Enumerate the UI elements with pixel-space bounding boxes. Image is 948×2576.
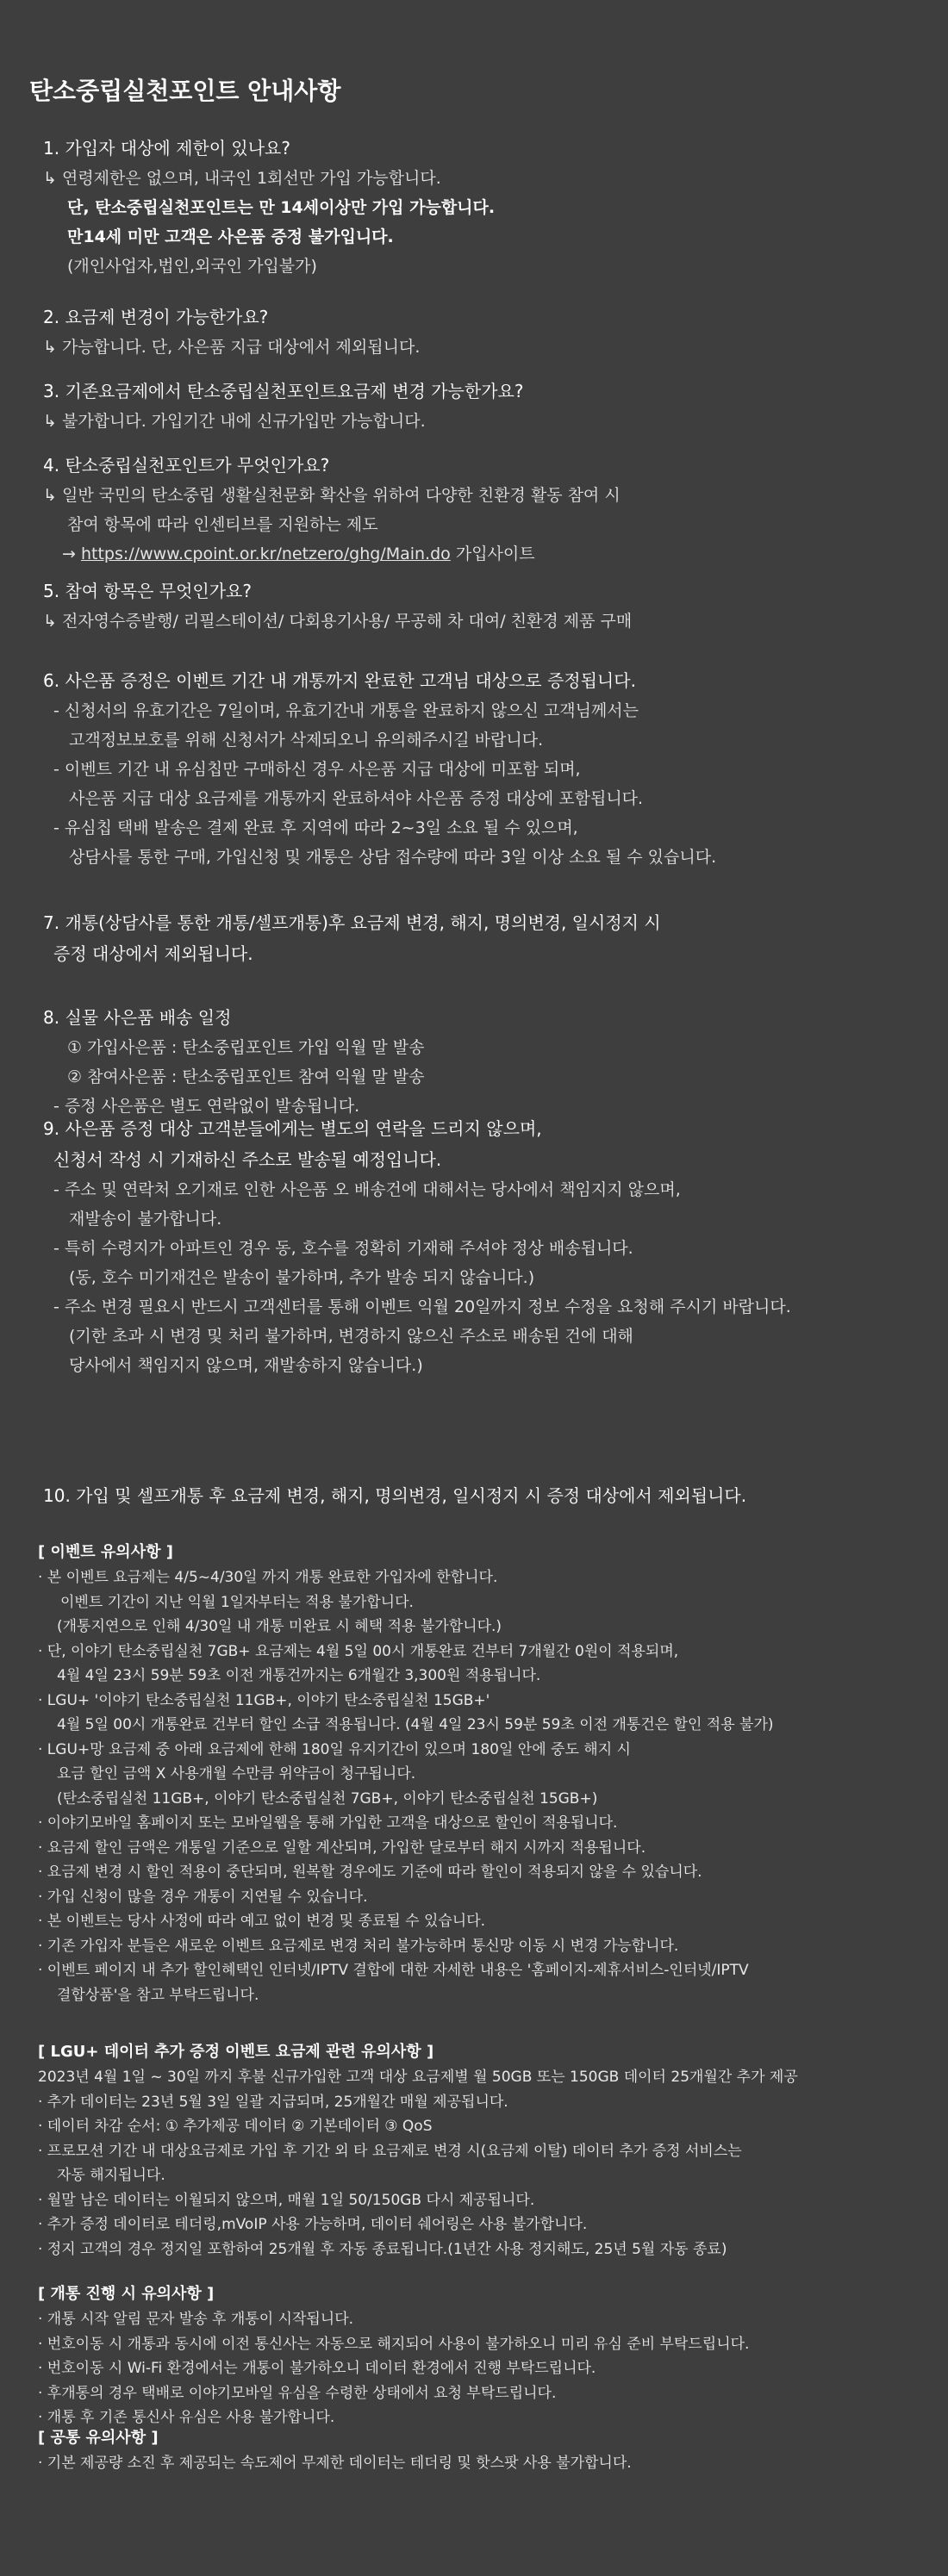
faq-answer-line: - 특히 수령지가 아파트인 경우 동, 호수를 정확히 기재해 주셔야 정상 배송됩니다. [53, 1239, 633, 1258]
notes-line: · 번호이동 시 Wi-Fi 환경에서는 개통이 불가하오니 데이터 환경에서 진행 부탁드립니다. [38, 2360, 596, 2377]
faq-item [43, 1480, 746, 1511]
notes-line: · 단, 이야기 탄소중립실천 7GB+ 요금제는 4월 5일 00시 개통완료 건부터 7개월간 0원이 적용되며, [38, 1642, 679, 1660]
notes-heading: [ 개통 진행 시 유의사항 ] [38, 2285, 215, 2303]
notes-line: · 요금제 변경 시 할인 적용이 중단되며, 원복할 경우에도 기준에 따라 할인이 적용되지 않을 수 있습니다. [38, 1864, 702, 1881]
notes-section [38, 2281, 749, 2430]
faq-answer-line: - 유심칩 택배 발송은 결제 완료 후 지역에 따라 2~3일 소요 될 수 있으며, [53, 818, 578, 837]
notes-line: · 후개통의 경우 택배로 이야기모바일 유심을 수령한 상태에서 요청 부탁드립니다. [38, 2384, 557, 2402]
notes-section [38, 2425, 632, 2476]
faq-answer-line: 증정 대상에서 제외됩니다. [53, 943, 253, 964]
faq-answer-line: 참여 항목에 따라 인센티브를 지원하는 제도 [67, 515, 378, 534]
notes-line: (개통지연으로 인해 4/30일 내 개통 미완료 시 혜택 적용 불가합니다.) [57, 1618, 502, 1635]
page-title: 탄소중립실천포인트 안내사항 [29, 77, 341, 105]
faq-item [43, 1002, 424, 1121]
faq-answer-line: ↳ 연령제한은 없으며, 내국인 1회선만 가입 가능합니다. [43, 169, 441, 188]
notes-line: 이벤트 기간이 지난 익월 1일자부터는 적용 불가합니다. [60, 1593, 414, 1611]
notes-line: (탄소중립실천 11GB+, 이야기 탄소중립실천 7GB+, 이야기 탄소중립실천 15GB+) [57, 1789, 598, 1808]
notes-line: 자동 해지됩니다. [57, 2167, 165, 2184]
notes-line: 4월 5일 00시 개통완료 건부터 할인 소급 적용됩니다. (4월 4일 23시 59분 59초 이전 개통건은 할인 적용 불가) [57, 1716, 774, 1733]
notes-line: · 기본 제공량 소진 후 제공되는 속도제어 무제한 데이터는 테더링 및 핫스팟 사용 불가합니다. [38, 2455, 632, 2472]
faq-item [43, 1113, 791, 1380]
faq-answer-line: - 주소 변경 필요시 반드시 고객센터를 통해 이벤트 익월 20일까지 정보 수정을 요청해 주시기 바랍니다. [53, 1297, 791, 1316]
faq-item [43, 907, 661, 969]
notes-line: · 번호이동 시 개통과 동시에 이전 통신사는 자동으로 해지되어 사용이 불가하오니 미리 유심 준비 부탁드립니다. [38, 2335, 750, 2353]
notes-line: 2023년 4월 1일 ~ 30일 까지 후불 신규가입한 고객 대상 요금제별 월 50GB 또는 150GB 데이터 25개월간 추가 제공 [38, 2069, 798, 2086]
cpoint-link-line [43, 539, 621, 569]
notes-heading: [ 이벤트 유의사항 ] [38, 1543, 173, 1561]
faq-answer-line: ① 가입사은품 : 탄소중립포인트 가입 익월 말 발송 [67, 1038, 425, 1057]
notes-line: · 기존 가입자 분들은 새로운 이벤트 요금제로 변경 처리 불가능하며 통신망 이동 시 변경 가능합니다. [38, 1937, 679, 1955]
faq-item [43, 665, 716, 872]
arrow-icon: → [62, 544, 76, 563]
notes-line: · 가입 신청이 많을 경우 개통이 지연될 수 있습니다. [38, 1888, 368, 1906]
faq-item [43, 133, 495, 281]
faq-answer-line: ↳ 가능합니다. 단, 사은품 지급 대상에서 제외됩니다. [43, 338, 421, 357]
faq-question: 6. 사은품 증정은 이벤트 기간 내 개통까지 완료한 고객님 대상으로 증정됩니다. [43, 670, 636, 691]
faq-answer-line: - 증정 사은품은 별도 연락없이 발송됩니다. [53, 1097, 360, 1116]
notes-line: · 요금제 할인 금액은 개통일 기준으로 일할 계산되며, 가입한 달로부터 해지 시까지 적용됩니다. [38, 1839, 646, 1857]
faq-question: 9. 사은품 증정 대상 고객분들에게는 별도의 연락을 드리지 않으며, [43, 1118, 542, 1139]
notes-line: 4월 4일 23시 59분 59초 이전 개통건까지는 6개월간 3,300원 적용됩니다. [57, 1667, 541, 1684]
notes-line: · 월말 남은 데이터는 이월되지 않으며, 매월 1일 50/150GB 다시 제공됩니다. [38, 2191, 535, 2209]
notes-line: · LGU+ '이야기 탄소중립실천 11GB+, 이야기 탄소중립실천 15GB+' [38, 1691, 490, 1709]
faq-item [43, 450, 621, 569]
notes-line: · 본 이벤트는 당사 사정에 따라 예고 없이 변경 및 종료될 수 있습니다. [38, 1913, 486, 1930]
notes-heading: [ 공통 유의사항 ] [38, 2429, 159, 2447]
notes-line: · LGU+망 요금제 중 아래 요금제에 한해 180일 유지기간이 있으며 180일 안에 중도 해지 시 [38, 1740, 631, 1758]
faq-answer-line: ② 참여사은품 : 탄소중립포인트 참여 익월 말 발송 [67, 1067, 425, 1086]
notes-line: · 이야기모바일 홈페이지 또는 모바일웹을 통해 가입한 고객을 대상으로 할인이 적용됩니다. [38, 1814, 618, 1832]
faq-answer-line: 신청서 작성 시 기재하신 주소로 발송될 예정입니다. [53, 1149, 442, 1170]
faq-answer-line: - 이벤트 기간 내 유심칩만 구매하신 경우 사은품 지급 대상에 미포함 되며, [53, 760, 581, 779]
faq-answer-line: (개인사업자,법인,외국인 가입불가) [67, 257, 317, 276]
notes-heading: [ LGU+ 데이터 추가 증정 이벤트 요금제 관련 유의사항 ] [38, 2043, 434, 2061]
notes-line: · 개통 시작 알림 문자 발송 후 개통이 시작됩니다. [38, 2311, 354, 2328]
faq-question: 3. 기존요금제에서 탄소중립실천포인트요금제 변경 가능한가요? [43, 381, 524, 401]
faq-answer-line: ↳ 전자영수증발행/ 리필스테이션/ 다회용기사용/ 무공해 차 대여/ 친환경 제품 구매 [43, 612, 633, 631]
notes-section [38, 1540, 774, 2007]
faq-question: 1. 가입자 대상에 제한이 있나요? [43, 138, 290, 159]
faq-question: 2. 요금제 변경이 가능한가요? [43, 307, 269, 327]
faq-question: 4. 탄소중립실천포인트가 무엇인가요? [43, 455, 330, 476]
faq-question: 10. 가입 및 셀프개통 후 요금제 변경, 해지, 명의변경, 일시정지 시 증정 대상에서 제외됩니다. [43, 1485, 747, 1506]
faq-answer-line: (동, 호수 미기재건은 발송이 불가하며, 추가 발송 되지 않습니다.) [69, 1268, 535, 1287]
faq-answer-line: - 주소 및 연락처 오기재로 인한 사은품 오 배송건에 대해서는 당사에서 책임지지 않으며, [53, 1180, 681, 1199]
notes-line: · 추가 데이터는 23년 5월 3일 일괄 지급되며, 25개월간 매월 제공됩니다. [38, 2093, 508, 2111]
faq-answer-line: ↳ 일반 국민의 탄소중립 생활실천문화 확산을 위하여 다양한 친환경 활동 참여 시 [43, 486, 621, 505]
faq-question: 8. 실물 사은품 배송 일정 [43, 1007, 232, 1028]
faq-answer-line: ↳ 불가합니다. 가입기간 내에 신규가입만 가능합니다. [43, 412, 426, 431]
notes-line: · 추가 증정 데이터로 테더링,mVoIP 사용 가능하며, 데이터 쉐어링은 사용 불가합니다. [38, 2216, 588, 2233]
faq-item [43, 576, 632, 636]
notes-line: · 프로모션 기간 내 대상요금제로 가입 후 기간 외 타 요금제로 변경 시(요금제 이탈) 데이터 추가 증정 서비스는 [38, 2142, 742, 2160]
faq-answer-line: 당사에서 책임지지 않으며, 재발송하지 않습니다.) [69, 1356, 423, 1375]
faq-answer-line: 고객정보보호를 위해 신청서가 삭제되오니 유의해주시길 바랍니다. [69, 731, 544, 750]
faq-item [43, 376, 523, 436]
faq-answer-line: (기한 초과 시 변경 및 처리 불가하며, 변경하지 않으신 주소로 배송된 건에 대해 [69, 1327, 633, 1346]
signup-site-label: 가입사이트 [455, 544, 535, 563]
faq-question: 7. 개통(상담사를 통한 개통/셀프개통)후 요금제 변경, 해지, 명의변경, 일시정지 시 [43, 912, 661, 933]
notes-line: · 이벤트 페이지 내 추가 할인혜택인 인터넷/IPTV 결합에 대한 자세한 내용은 '홈페이지-제휴서비스-인터넷/IPTV [38, 1962, 749, 1979]
faq-answer-line: 만14세 미만 고객은 사은품 증정 불가입니다. [67, 227, 394, 246]
faq-answer-line: 사은품 지급 대상 요금제를 개통까지 완료하셔야 사은품 증정 대상에 포함됩니다. [69, 789, 644, 808]
notes-line: · 본 이벤트 요금제는 4/5~4/30일 까지 개통 완료한 가입자에 한합니다. [38, 1569, 498, 1586]
notes-line: · 개통 후 기존 통신사 유심은 사용 불가합니다. [38, 2409, 335, 2426]
notes-line: 요금 할인 금액 X 사용개월 수만큼 위약금이 청구됩니다. [57, 1765, 416, 1783]
faq-answer-line: 재발송이 불가합니다. [69, 1210, 222, 1229]
faq-question: 5. 참여 항목은 무엇인가요? [43, 581, 252, 601]
notes-line: · 정지 고객의 경우 정지일 포함하여 25개월 후 자동 종료됩니다.(1년간 사용 정지해도, 25년 5월 자동 종료) [38, 2240, 727, 2258]
faq-answer-line: - 신청서의 유효기간은 7일이며, 유효기간내 개통을 완료하지 않으신 고객님께서는 [53, 701, 639, 720]
faq-item [43, 302, 420, 362]
cpoint-signup-link[interactable]: https://www.cpoint.or.kr/netzero/ghg/Main.do [80, 544, 451, 563]
faq-answer-line: 상담사를 통한 구매, 가입신청 및 개통은 상담 접수량에 따라 3일 이상 소요 될 수 있습니다. [69, 848, 717, 867]
notes-line: · 데이터 차감 순서: ① 추가제공 데이터 ② 기본데이터 ③ QoS [38, 2118, 433, 2135]
notes-line: 결합상품'을 참고 부탁드립니다. [57, 1986, 259, 2004]
notes-section [38, 2039, 798, 2262]
faq-answer-line: 단, 탄소중립실천포인트는 만 14세이상만 가입 가능합니다. [67, 198, 496, 217]
